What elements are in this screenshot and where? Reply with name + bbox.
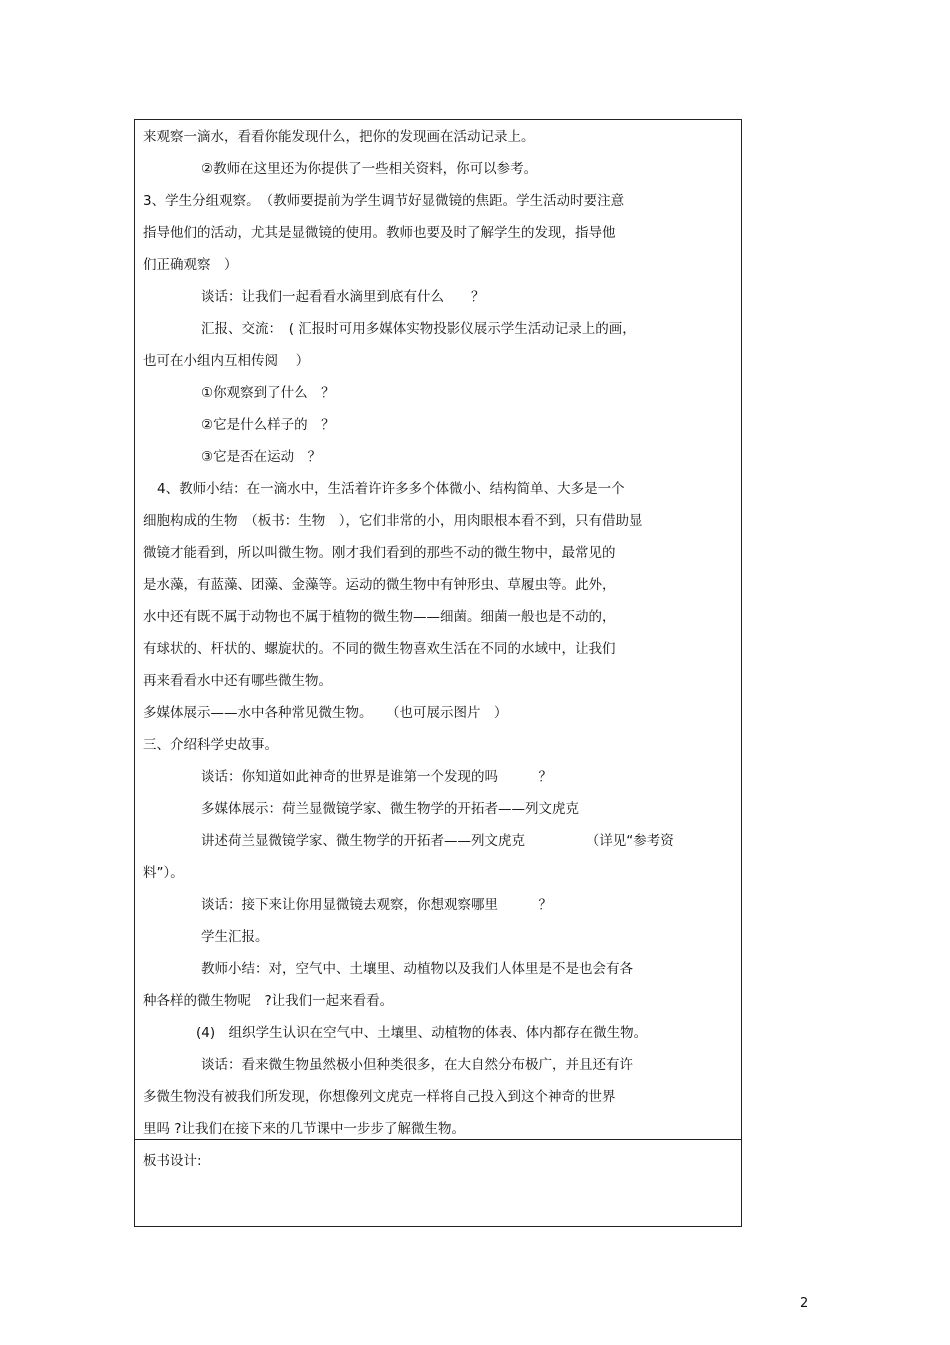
text-line: ③它是否在运动 ？ [201, 449, 322, 465]
text-line: 谈话：接下来让你用显微镜去观察，你想观察哪里 ？ [201, 897, 552, 913]
text-line: 多微生物没有被我们所发现，你想像列文虎克一样将自己投入到这个神奇的世界 [143, 1089, 616, 1105]
text-line: 料”）。 [143, 865, 184, 881]
text-line: 三、介绍科学史故事。 [143, 737, 278, 753]
text-line: 谈话：让我们一起看看水滴里到底有什么 ？ [201, 289, 485, 305]
text-line: 谈话：你知道如此神奇的世界是谁第一个发现的吗 ？ [201, 769, 552, 785]
text-line: 汇报、交流： ( 汇报时可用多媒体实物投影仪展示学生活动记录上的画， [201, 321, 636, 337]
text-line: 多媒体展示——水中各种常见微生物。 （也可展示图片 ） [143, 705, 508, 721]
text-line: 学生汇报。 [201, 929, 269, 945]
text-line: ②教师在这里还为你提供了一些相关资料，你可以参考。 [201, 161, 538, 177]
table-row-divider [134, 1139, 742, 1140]
text-line: 水中还有既不属于动物也不属于植物的微生物——细菌。细菌一般也是不动的， [143, 609, 616, 625]
text-line: 里吗 ?让我们在接下来的几节课中一步步了解微生物。 [143, 1121, 465, 1137]
text-line: 4、教师小结：在一滴水中，生活着许许多多个体微小、结构简单、大多是一个 [157, 481, 625, 497]
text-line: 谈话：看来微生物虽然极小但种类很多，在大自然分布极广，并且还有许 [201, 1057, 633, 1073]
text-line: 们正确观察 ） [143, 257, 238, 273]
page-number: 2 [800, 1296, 809, 1311]
text-line: 3、学生分组观察。 （教师要提前为学生调节好显微镜的焦距。学生活动时要注意 [143, 193, 625, 209]
text-line: 讲述荷兰显微镜学家、微生物学的开拓者——列文虎克 （详见“参考资 [201, 833, 674, 849]
text-line: 微镜才能看到，所以叫微生物。刚才我们看到的那些不动的微生物中，最常见的 [143, 545, 616, 561]
board-design-label: 板书设计: [143, 1153, 202, 1169]
text-line: 再来看看水中还有哪些微生物。 [143, 673, 332, 689]
text-line: 细胞构成的生物 （板书：生物 ），它们非常的小，用肉眼根本看不到，只有借助显 [143, 513, 643, 529]
text-line: 种各样的微生物呢 ?让我们一起来看看。 [143, 993, 394, 1009]
text-line: 是水藻，有蓝藻、团藻、金藻等。运动的微生物中有钟形虫、草履虫等。此外， [143, 577, 616, 593]
text-line: ②它是什么样子的 ？ [201, 417, 335, 433]
text-line: 有球状的、杆状的、螺旋状的。不同的微生物喜欢生活在不同的水域中，让我们 [143, 641, 616, 657]
text-line: (4) 组织学生认识在空气中、土壤里、动植物的体表、体内都存在微生物。 [196, 1025, 648, 1041]
text-line: ①你观察到了什么 ？ [201, 385, 335, 401]
text-line: 也可在小组内互相传阅 ） [143, 353, 310, 369]
text-line: 教师小结：对，空气中、土壤里、动植物以及我们人体里是不是也会有各 [201, 961, 633, 977]
text-line: 多媒体展示：荷兰显微镜学家、微生物学的开拓者——列文虎克 [201, 801, 579, 817]
text-line: 指导他们的活动，尤其是显微镜的使用。教师也要及时了解学生的发现，指导他 [143, 225, 616, 241]
text-line: 来观察一滴水，看看你能发现什么，把你的发现画在活动记录上。 [143, 129, 535, 145]
